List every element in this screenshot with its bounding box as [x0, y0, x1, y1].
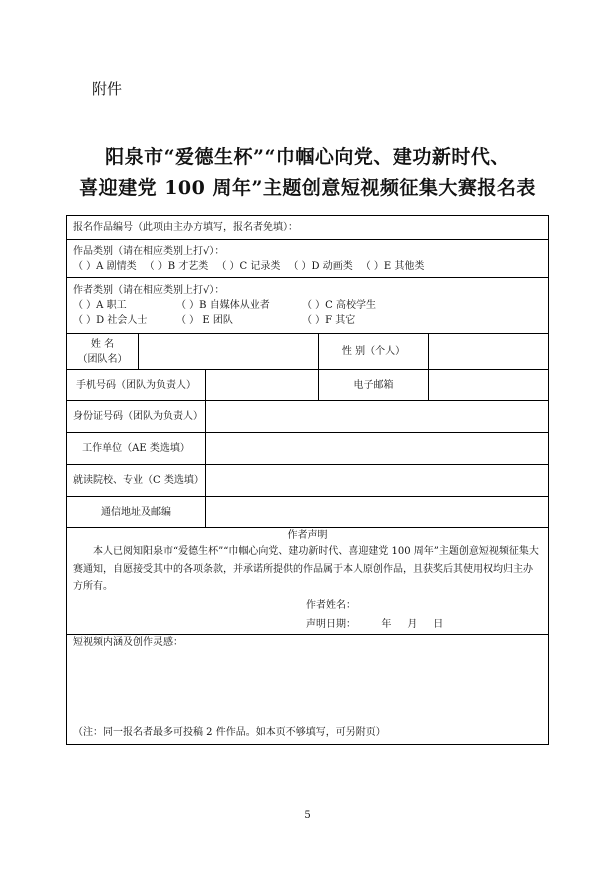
- author-type-option-a[interactable]: （ ）A 职工: [73, 300, 127, 311]
- author-type-option-d[interactable]: （ ）D 社会人士: [73, 315, 148, 326]
- address-label: 通信地址及邮编: [67, 497, 206, 528]
- registration-form: [66, 215, 549, 745]
- category-option-c[interactable]: （ ）C 记录类: [216, 260, 281, 272]
- entry-number-label: 报名作品编号（此项由主办方填写，报名者免填）：: [73, 222, 298, 233]
- author-type-option-b[interactable]: （ ）B 自媒体从业者: [176, 300, 270, 311]
- work-unit-label: 工作单位（AE 类选填）: [67, 433, 206, 465]
- declaration-title: 作者声明: [287, 530, 328, 541]
- author-name-line[interactable]: 作者姓名：: [306, 599, 356, 611]
- id-number-field[interactable]: [206, 401, 549, 433]
- declaration-date-line[interactable]: 声明日期： 年 月 日: [306, 618, 444, 630]
- school-major-field[interactable]: [206, 465, 549, 497]
- inspiration-label: 短视频内涵及创作灵感：: [73, 636, 183, 648]
- category-option-d[interactable]: （ ）D 动画类: [288, 260, 353, 272]
- name-field[interactable]: [139, 334, 319, 370]
- author-type-cell[interactable]: [67, 278, 549, 334]
- page-number: 5: [304, 810, 311, 821]
- email-label: 电子邮箱: [319, 370, 429, 401]
- name-label-cell: [67, 334, 139, 370]
- category-option-e[interactable]: （ ）E 其他类: [360, 260, 425, 272]
- email-field[interactable]: [429, 370, 549, 401]
- school-major-label: 就读院校、专业（C 类选填）: [67, 465, 206, 497]
- category-options: [73, 259, 542, 274]
- name-label: 姓 名: [90, 338, 115, 350]
- declaration-cell: [67, 528, 549, 635]
- gender-label: 性 别（个人）: [319, 334, 429, 370]
- author-type-label: 作者类别（请在相应类别上打√）：: [73, 285, 225, 296]
- gender-field[interactable]: [429, 334, 549, 370]
- author-type-option-e[interactable]: （ ） E 团队: [176, 315, 233, 326]
- category-cell[interactable]: [67, 240, 549, 278]
- category-option-b[interactable]: （ ）B 才艺类: [144, 260, 209, 272]
- entry-number-cell: [67, 216, 549, 240]
- author-type-options: [73, 298, 542, 328]
- attachment-label: 附件: [92, 80, 123, 98]
- inspiration-cell[interactable]: [67, 634, 549, 744]
- declaration-text: 本人已阅知阳泉市“爱德生杯”“巾帼心向党、建功新时代、喜迎建党 100 周年”主题创意短视频征集大赛通知，自愿接受其中的各项条款，并承诺所提供的作品属于本人原创作品，且获奖后其使用权均归主办方所有。: [73, 546, 539, 592]
- form-title-line-1: 阳泉市“爱德生杯”“巾帼心向党、建功新时代、: [105, 146, 510, 168]
- address-field[interactable]: [206, 497, 549, 528]
- work-unit-field[interactable]: [206, 433, 549, 465]
- submission-note: （注：同一报名者最多可投稿 2 件作品。如本页不够填写，可另附页）: [73, 726, 386, 738]
- author-type-option-c[interactable]: （ ）C 高校学生: [302, 300, 377, 311]
- phone-field[interactable]: [206, 370, 319, 401]
- author-type-option-f[interactable]: （ ）F 其它: [302, 315, 356, 326]
- id-number-label: 身份证号码（团队为负责人）: [67, 401, 206, 433]
- category-label: 作品类别（请在相应类别上打√）：: [73, 245, 225, 257]
- team-name-label: （团队名）: [77, 353, 128, 365]
- phone-label: 手机号码（团队为负责人）: [67, 370, 206, 401]
- category-option-a[interactable]: （ ）A 剧情类: [73, 260, 137, 272]
- form-title-line-2: 喜迎建党 100 周年”主题创意短视频征集大赛报名表: [79, 177, 536, 199]
